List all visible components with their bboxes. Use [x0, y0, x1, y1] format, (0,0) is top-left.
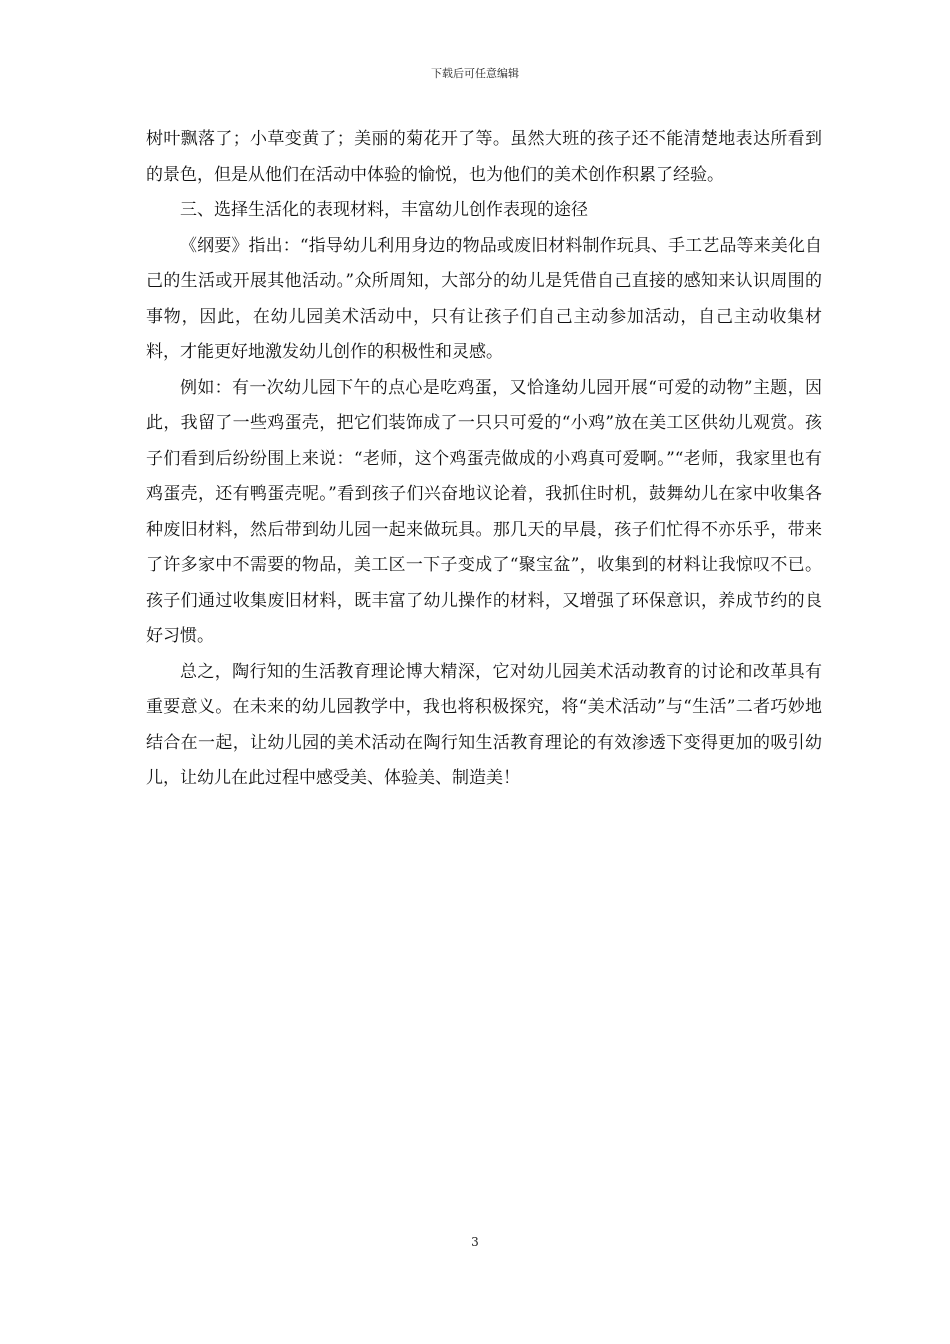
- paragraph-conclusion: 总之，陶行知的生活教育理论博大精深，它对幼儿园美术活动教育的讨论和改革具有重要意义。在未来的幼儿园教学中，我也将积极探究，将“美术活动”与“生活”二者巧妙地结合在一起，让幼儿园的美术活动在陶行知生活教育理论的有效渗透下变得更加的吸引幼儿，让幼儿在此过程中感受美、体验美、制造美！: [146, 661, 822, 788]
- document-body: [146, 122, 822, 797]
- paragraph-guideline-quote: 《纲要》指出：“指导幼儿利用身边的物品或废旧材料制作玩具、手工艺品等来美化自己的生活或开展其他活动。”众所周知，大部分的幼儿是凭借自己直接的感知来认识周围的事物，因此，在幼儿园美术活动中，只有让孩子们自己主动参加活动，自己主动收集材料，才能更好地激发幼儿创作的积极性和灵感。: [146, 235, 822, 362]
- paragraph-example: 例如：有一次幼儿园下午的点心是吃鸡蛋，又恰逢幼儿园开展“可爱的动物”主题，因此，我留了一些鸡蛋壳，把它们装饰成了一只只可爱的“小鸡”放在美工区供幼儿观赏。孩子们看到后纷纷围上来说：“老师，这个鸡蛋壳做成的小鸡真可爱啊。”“老师，我家里也有鸡蛋壳，还有鸭蛋壳呢。”看到孩子们兴奋地议论着，我抓住时机，鼓舞幼儿在家中收集各种废旧材料，然后带到幼儿园一起来做玩具。那几天的早晨，孩子们忙得不亦乐乎，带来了许多家中不需要的物品，美工区一下子变成了“聚宝盆”，收集到的材料让我惊叹不已。孩子们通过收集废旧材料，既丰富了幼儿操作的材料，又增强了环保意识，养成节约的良好习惯。: [146, 377, 822, 646]
- section-heading: 三、选择生活化的表现材料，丰富幼儿创作表现的途径: [180, 200, 588, 220]
- page-header-note: 下载后可任意编辑: [431, 67, 519, 80]
- paragraph-continuation: 树叶飘落了；小草变黄了；美丽的菊花开了等。虽然大班的孩子还不能清楚地表达所看到的景色，但是从他们在活动中体验的愉悦，也为他们的美术创作积累了经验。: [146, 129, 822, 185]
- page-number: 3: [471, 1235, 479, 1249]
